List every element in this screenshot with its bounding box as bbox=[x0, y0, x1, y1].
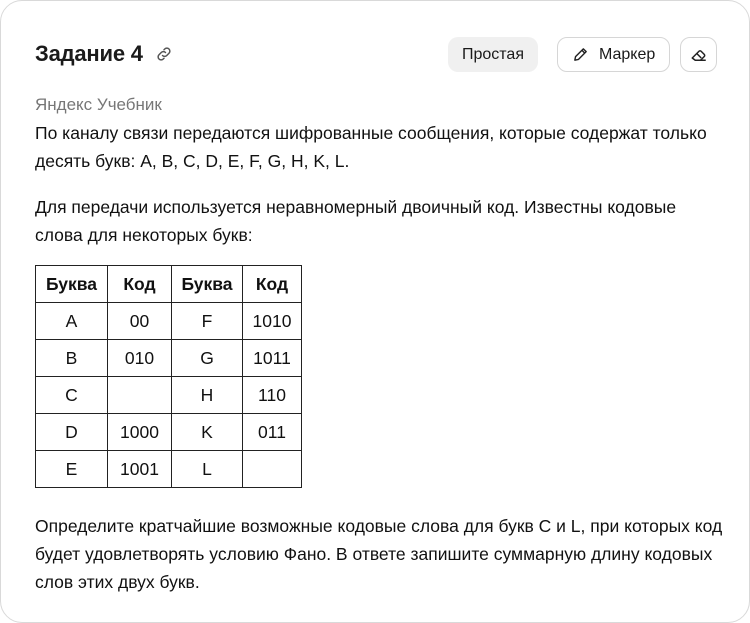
table-cell: 1001 bbox=[108, 451, 172, 488]
table-cell: G bbox=[172, 340, 243, 377]
marker-button-label: Маркер bbox=[599, 46, 656, 63]
header-code-1: Код bbox=[108, 266, 172, 303]
table-cell: 00 bbox=[108, 303, 172, 340]
source-label: Яндекс Учебник bbox=[35, 95, 162, 114]
header-letter-2: Буква bbox=[172, 266, 243, 303]
table-cell: F bbox=[172, 303, 243, 340]
link-icon[interactable] bbox=[155, 45, 173, 63]
table-cell: 011 bbox=[243, 414, 302, 451]
table-cell: E bbox=[36, 451, 108, 488]
header-letter-1: Буква bbox=[36, 266, 108, 303]
difficulty-badge[interactable]: Простая bbox=[448, 37, 538, 72]
table-cell: H bbox=[172, 377, 243, 414]
eraser-icon bbox=[690, 46, 708, 64]
header-code-2: Код bbox=[243, 266, 302, 303]
table-header-row bbox=[36, 266, 302, 303]
table-cell: C bbox=[36, 377, 108, 414]
table-row bbox=[36, 414, 302, 451]
table-cell: A bbox=[36, 303, 108, 340]
table-cell: K bbox=[172, 414, 243, 451]
table-row bbox=[36, 377, 302, 414]
table-cell bbox=[243, 451, 302, 488]
eraser-button[interactable] bbox=[680, 37, 717, 72]
table-cell: 1011 bbox=[243, 340, 302, 377]
table-cell: D bbox=[36, 414, 108, 451]
table-cell: 110 bbox=[243, 377, 302, 414]
pen-icon bbox=[572, 46, 589, 63]
code-table bbox=[35, 265, 302, 488]
table-row bbox=[36, 340, 302, 377]
table-cell bbox=[108, 377, 172, 414]
task-paragraph-3: Определите кратчайшие возможные кодовые слова для букв C и L, при которых код будет удовлетворять условию Фано. В ответе запишите суммарную длину кодовых слов этих двух букв. bbox=[35, 516, 723, 592]
marker-button[interactable] bbox=[557, 37, 670, 72]
table-row bbox=[36, 451, 302, 488]
table-row bbox=[36, 303, 302, 340]
table-cell: 1000 bbox=[108, 414, 172, 451]
table-cell: L bbox=[172, 451, 243, 488]
table-cell: 010 bbox=[108, 340, 172, 377]
task-title: Задание 4 bbox=[35, 41, 143, 66]
table-cell: B bbox=[36, 340, 108, 377]
task-paragraph-1: По каналу связи передаются шифрованные сообщения, которые содержат только десять букв: A, B, C, D, E, F, G, H, K, L. bbox=[35, 123, 707, 171]
table-cell: 1010 bbox=[243, 303, 302, 340]
task-paragraph-2: Для передачи используется неравномерный двоичный код. Известны кодовые слова для некоторых букв: bbox=[35, 197, 677, 245]
